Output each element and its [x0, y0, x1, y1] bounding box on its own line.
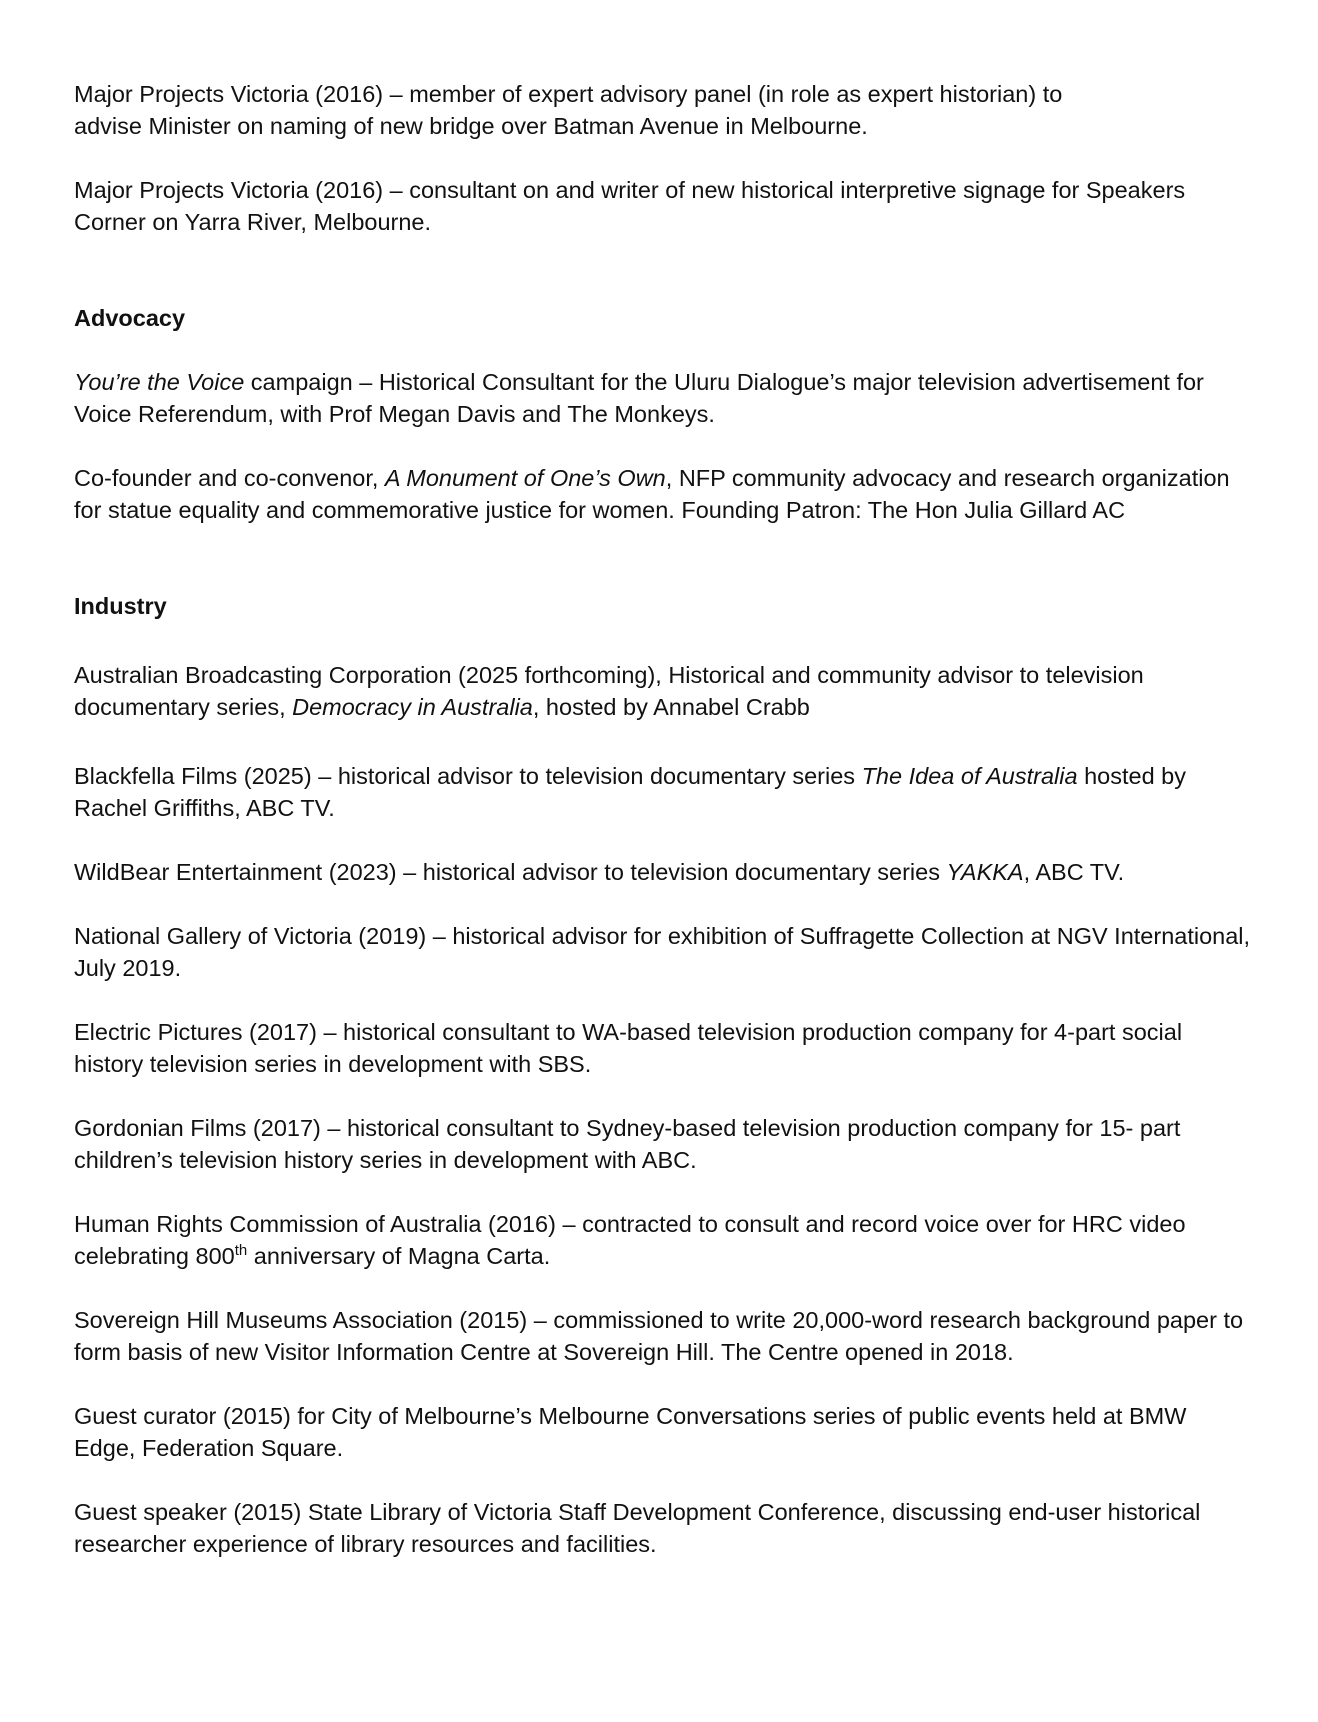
italic-title: The Idea of Australia [861, 763, 1078, 789]
paragraph-text: , hosted by Annabel Crabb [532, 694, 810, 720]
paragraph-major-projects-naming [74, 78, 1254, 142]
italic-title: YAKKA [946, 859, 1024, 885]
document-body [74, 78, 1254, 1560]
paragraph-text: , NFP community advocacy and research organization for statue equality and commemorative justice for women. Founding Patron: The Hon Julia Gillard AC [74, 465, 1230, 523]
paragraph-text: Gordonian Films (2017) – historical consultant to Sydney-based television production company for 15- part children’s television history series in development with ABC. [74, 1115, 1181, 1173]
paragraph-text: Guest speaker (2015) State Library of Victoria Staff Development Conference, discussing end-user historical researcher experience of library resources and facilities. [74, 1499, 1201, 1557]
paragraph-major-projects-signage [74, 174, 1254, 238]
paragraph-text: National Gallery of Victoria (2019) – historical advisor for exhibition of Suffragette Collection at NGV International, July 2019. [74, 923, 1251, 981]
paragraph-electric-pictures [74, 1016, 1254, 1080]
paragraph-abc [74, 659, 1254, 723]
paragraph-text: WildBear Entertainment (2023) – historical advisor to television documentary series [74, 859, 947, 885]
superscript: th [234, 1242, 248, 1259]
paragraph-guest-speaker [74, 1496, 1254, 1560]
paragraph-text: Human Rights Commission of Australia (2016) – contracted to consult and record voice over for HRC video celebrating 800 [74, 1211, 1186, 1269]
paragraph-text: Major Projects Victoria (2016) – member of expert advisory panel (in role as expert historian) to [74, 81, 1063, 107]
paragraph-guest-curator [74, 1400, 1254, 1464]
heading-advocacy: Advocacy [74, 305, 186, 331]
paragraph-monument [74, 462, 1254, 526]
paragraph-text: anniversary of Magna Carta. [247, 1243, 551, 1269]
paragraph-text: advise Minister on naming of new bridge over Batman Avenue in Melbourne. [74, 113, 868, 139]
paragraph-hrc [74, 1208, 1254, 1272]
paragraph-blackfella [74, 760, 1254, 824]
paragraph-text: Major Projects Victoria (2016) – consultant on and writer of new historical interpretive signage for Speakers Corner on Yarra River, Melbourne. [74, 177, 1186, 235]
paragraph-text: Guest curator (2015) for City of Melbourne’s Melbourne Conversations series of public events held at BMW Edge, Federation Square. [74, 1403, 1187, 1461]
paragraph-sovereign-hill [74, 1304, 1254, 1368]
paragraph-ngv [74, 920, 1254, 984]
paragraph-text: Co-founder and co-convenor, [74, 465, 385, 491]
paragraph-text: campaign – Historical Consultant for the Uluru Dialogue’s major television advertisement for Voice Referendum, with Prof Megan Davis and The Monkeys. [74, 369, 1204, 427]
paragraph-text: Electric Pictures (2017) – historical consultant to WA-based television production company for 4-part social history television series in development with SBS. [74, 1019, 1183, 1077]
paragraph-gordonian [74, 1112, 1254, 1176]
italic-title: A Monument of One’s Own [384, 465, 666, 491]
paragraph-wildbear [74, 856, 1254, 888]
paragraph-youre-the-voice [74, 366, 1254, 430]
paragraph-text: Blackfella Films (2025) – historical advisor to television documentary series [74, 763, 862, 789]
italic-title: You’re the Voice [74, 369, 245, 395]
heading-industry: Industry [74, 593, 167, 619]
paragraph-text: hosted by Rachel Griffiths, ABC TV. [74, 763, 1186, 821]
paragraph-text: Sovereign Hill Museums Association (2015) – commissioned to write 20,000-word research background paper to form basis of new Visitor Information Centre at Sovereign Hill. The Centre opened in 2018. [74, 1307, 1244, 1365]
italic-title: Democracy in Australia [292, 694, 533, 720]
paragraph-text: , ABC TV. [1023, 859, 1125, 885]
paragraph-text: Australian Broadcasting Corporation (2025 forthcoming), Historical and community advisor to television documentary series, [74, 662, 1144, 720]
